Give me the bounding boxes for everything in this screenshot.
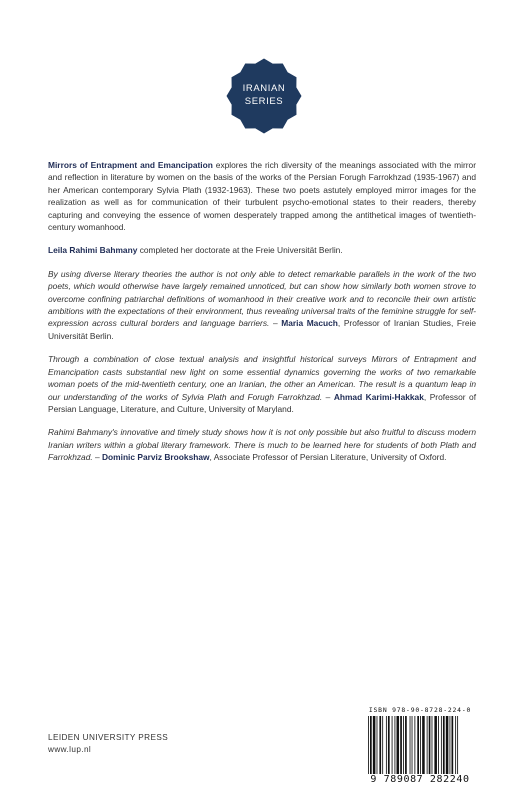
barcode-bar (400, 716, 402, 774)
barcode-bar (427, 716, 428, 774)
barcode-bar (450, 716, 451, 774)
barcode-bar (403, 716, 404, 774)
blurb-text: explores the rich diversity of the meanings associated with the mirror and reflection in literature by women on the basis of the works of the Persian Forugh Farrokhzad (1935-1967) and her American contemporary Sylvia Plath (1932-1963). These two poets astutely employed mirror images for the realization as well as for communication of their turbulent psycho-emotional states to their readers, thereby capturing and conveying the essence of women desperately trapped among the antithetical images of twentieth-century womanhood. (48, 160, 477, 233)
endorsement-2: Through a combination of close textual analysis and insightful historical surveys Mirrors of Entrapment and Emancipation casts substantial new light on some essential dynamics governing the works of two remarkable woman poets of the mid-twentieth century, one an Iranian, the other an American. The result is a quantum leap in our understanding of the works of Sylvia Plath and Forugh Farrokhzad. – Ahmad Karimi-Hakkak, Professor of Persian Language, Literature, and Culture, University of Maryland. (48, 354, 477, 414)
barcode-bar (395, 716, 396, 774)
endorsement-quote: Rahimi Bahmany's innovative and timely study shows how it is not only possible but also fruitful to discuss modern Iranian writers within a global literary framework. There is much to be learned here for students of both Plath and Farrokhzad. (48, 427, 476, 463)
barcode-bar (410, 716, 411, 774)
endorser-affiliation: , Associate Professor of Persian Literature, University of Oxford. (209, 452, 447, 463)
barcode-bar (441, 716, 442, 774)
book-title: Mirrors of Entrapment and Emancipation (48, 160, 213, 170)
endorsement-1: By using diverse literary theories the author is not only able to detect remarkable parallels in the work of the two poets, which would otherwise have largely remained unnoticed, but can show how similarly both women strove to overcome confining patriarchal definitions of womanhood in their creative work and to reconcile their own artistic ambitions with the expectations of their environment, thus revealing universal traits of the feminine struggle for self-expression across cultural borders and language barriers. – Maria Macuch, Professor of Iranian Studies, Freie Universität Berlin. (48, 268, 477, 341)
author-bio: completed her doctorate at the Freie Universität Berlin. (139, 245, 343, 256)
barcode-bar (432, 716, 433, 774)
barcode-bar (386, 716, 387, 774)
barcode-bar (405, 716, 407, 774)
endorser-name: Ahmad Karimi-Hakkak (333, 391, 424, 402)
barcode-bar (422, 716, 425, 774)
barcode-bar (382, 716, 383, 774)
endorsement-quote: Through a combination of close textual analysis and insightful historical surveys Mirrors of Entrapment and Emancipation casts substantial new light on some essential dynamics governing the works of two remarkable woman poets of the mid-twentieth century, one an Iranian, the other an American. The result is a quantum leap in our understanding of the works of Sylvia Plath and Forugh Farrokhzad. (48, 354, 476, 402)
barcode-bar (429, 716, 431, 774)
barcode-bar (392, 716, 393, 774)
barcode-bar (370, 716, 372, 774)
back-cover-text (48, 159, 476, 475)
isbn-barcode (364, 706, 476, 789)
barcode-bar (417, 716, 419, 774)
barcode-bar (397, 716, 400, 774)
barcode-bar (368, 716, 369, 774)
barcode-bar (457, 716, 458, 774)
endorsement-quote: By using diverse literary theories the author is not only able to detect remarkable parallels in the work of the two poets, which would otherwise have largely remained unnoticed, but can show how similarly both women strove to overcome confining patriarchal definitions of womanhood in their creative work and to reconcile their own artistic ambitions with the expectations of their environment, thus revealing universal traits of the feminine struggle for self-expression across cultural borders and language barriers. (48, 268, 476, 329)
series-badge-line1: IRANIAN (242, 83, 286, 94)
endorser-name: Maria Macuch (281, 318, 338, 329)
series-badge (226, 58, 302, 134)
barcode-bar (452, 716, 454, 774)
publisher-block (48, 732, 168, 756)
barcode-bar (438, 716, 439, 774)
author-paragraph (48, 244, 476, 256)
barcode-bar (443, 716, 445, 774)
barcode-bar (412, 716, 413, 774)
barcode-bar (455, 716, 456, 774)
barcode-bar (414, 716, 415, 774)
author-name: Leila Rahimi Bahmany (48, 245, 138, 256)
barcode-bar (420, 716, 421, 774)
series-badge-line2: SERIES (244, 96, 284, 107)
barcode-digits: 9 789087 282240 (370, 774, 470, 785)
barcode-bar (373, 716, 376, 774)
publisher-url: www.lup.nl (48, 745, 92, 754)
endorser-affiliation: , Professor of Persian Language, Literature, and Culture, University of Maryland. (48, 391, 477, 414)
series-badge-label (226, 82, 302, 108)
barcode-bar (388, 716, 390, 774)
barcode-bars (366, 716, 474, 774)
barcode-bar (434, 716, 437, 774)
barcode-bar (446, 716, 449, 774)
blurb-paragraph (48, 159, 476, 233)
endorser-name: Dominic Parviz Brookshaw (102, 452, 210, 463)
endorser-affiliation: , Professor of Iranian Studies, Freie Universität Berlin. (48, 318, 477, 341)
isbn-label: ISBN 978-90-8728-224-0 (368, 706, 472, 714)
barcode-bar (377, 716, 378, 774)
publisher-name: LEIDEN UNIVERSITY PRESS (48, 733, 169, 742)
barcode-bar (379, 716, 381, 774)
endorsement-3: Rahimi Bahmany's innovative and timely study shows how it is not only possible but also fruitful to discuss modern Iranian writers within a global literary framework. There is much to be learned here for students of both Plath and Farrokhzad. – Dominic Parviz Brookshaw, Associate Professor of Persian Literature, University of Oxford. (48, 427, 476, 463)
